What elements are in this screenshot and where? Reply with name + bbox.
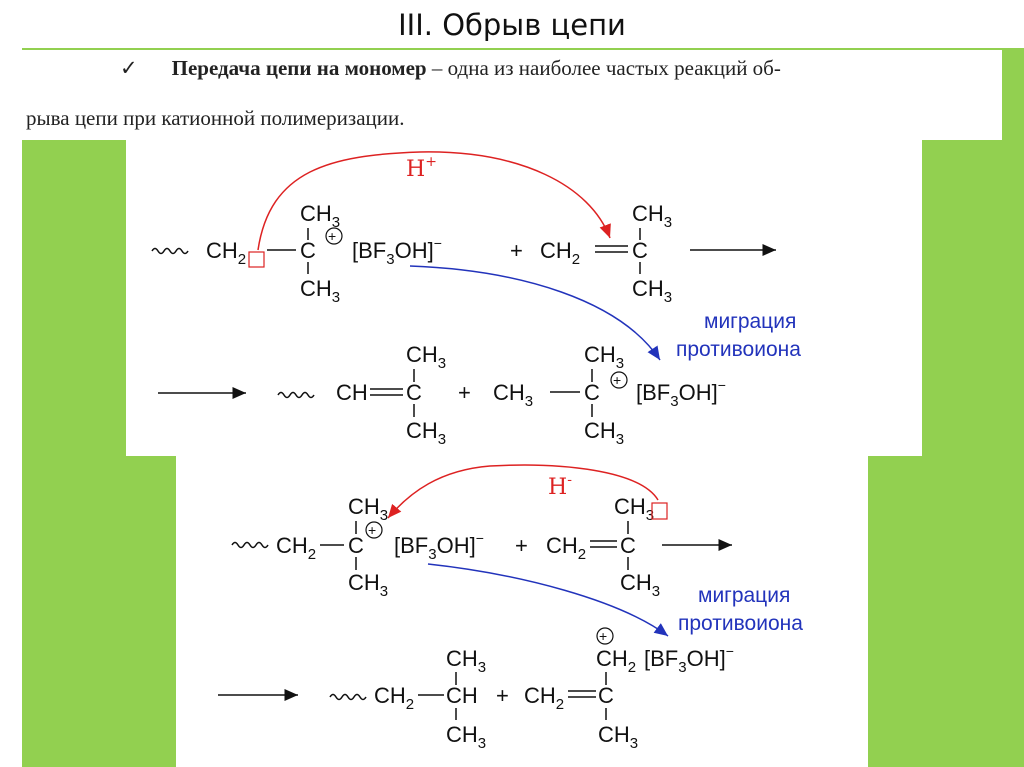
slide-title: III. Обрыв цепи bbox=[398, 8, 626, 42]
polymer-chain-wavy bbox=[152, 249, 188, 254]
monomer-ch2: $CH_2$ bbox=[540, 238, 581, 268]
monomer-ch3-top: $CH_3$ bbox=[632, 201, 673, 231]
new-ch3-top: $CH_3$ bbox=[584, 342, 625, 372]
carbocation-c: C bbox=[348, 533, 364, 558]
new-ch3: $CH_3$ bbox=[493, 380, 534, 410]
counterion: $[BF_3OH]^-$ bbox=[352, 235, 442, 268]
polymer-chain-wavy bbox=[232, 543, 268, 548]
migration-label-line2: противоиона bbox=[678, 612, 803, 635]
monomer-ch2: $CH_2$ bbox=[546, 533, 587, 563]
product-ch3-bottom: $CH_3$ bbox=[406, 418, 447, 448]
plus-sign: + bbox=[496, 683, 509, 708]
monomer-ch3-top: $CH_3$ bbox=[614, 494, 655, 524]
svg-text:+: + bbox=[613, 372, 622, 388]
polymer-chain-wavy bbox=[278, 393, 314, 398]
product-ch: CH bbox=[336, 380, 368, 405]
ch3-bottom: $CH_3$ bbox=[348, 570, 389, 600]
plus-sign: + bbox=[515, 533, 528, 558]
ch2-group: $CH_2$ bbox=[276, 533, 317, 563]
h-label: H+ bbox=[406, 154, 437, 182]
monomer-c: C bbox=[620, 533, 636, 558]
new-ch2: $CH_2$ bbox=[524, 683, 565, 713]
new-ch3-bottom: $CH_3$ bbox=[598, 722, 639, 752]
new-c: C bbox=[598, 683, 614, 708]
product-ch3-top: $CH_3$ bbox=[446, 646, 487, 676]
product-c: C bbox=[406, 380, 422, 405]
product-ch: CH bbox=[446, 683, 478, 708]
ch3-top: $CH_3$ bbox=[348, 494, 389, 524]
polymer-chain-wavy bbox=[330, 695, 366, 700]
monomer-ch3-bottom: $CH_3$ bbox=[620, 570, 661, 600]
reaction-2 bbox=[218, 494, 734, 752]
hydride-site-box bbox=[652, 503, 667, 519]
product-ch2: $CH_2$ bbox=[374, 683, 415, 713]
reaction-1 bbox=[152, 201, 776, 448]
caption-definition: – одна из наиболее частых реакций об- bbox=[426, 56, 781, 80]
new-ch2-cation: $CH_2$ bbox=[596, 646, 637, 676]
counterion: $[BF_3OH]^-$ bbox=[636, 377, 726, 410]
migration-label-line2: противоиона bbox=[676, 338, 801, 361]
proton-site-box bbox=[249, 252, 264, 267]
svg-text:+: + bbox=[328, 228, 337, 244]
caption-line-2: рыва цепи при катионной полимеризации. bbox=[26, 106, 405, 130]
product-ch3-top: $CH_3$ bbox=[406, 342, 447, 372]
new-ch3-bottom: $CH_3$ bbox=[584, 418, 625, 448]
svg-text:+: + bbox=[599, 628, 608, 644]
caption-term: Передача цепи на мономер bbox=[171, 56, 427, 80]
migration-label-line1: миграция bbox=[704, 310, 797, 333]
h-label: H- bbox=[548, 472, 572, 500]
svg-text:+: + bbox=[368, 522, 377, 538]
ch3-bottom: $CH_3$ bbox=[300, 276, 341, 306]
migration-arrow bbox=[410, 266, 660, 360]
counterion: $[BF_3OH]^-$ bbox=[394, 530, 484, 563]
counterion: $[BF_3OH]^-$ bbox=[644, 643, 734, 676]
ch2-group: $CH_2$ bbox=[206, 238, 247, 268]
migration-label-line1: миграция bbox=[698, 584, 791, 607]
monomer-c: C bbox=[632, 238, 648, 263]
carbocation-c: C bbox=[300, 238, 316, 263]
new-carbocation-c: C bbox=[584, 380, 600, 405]
product-ch3-bottom: $CH_3$ bbox=[446, 722, 487, 752]
plus-sign: + bbox=[458, 380, 471, 405]
plus-sign: + bbox=[510, 238, 523, 263]
check-mark-icon: ✓ bbox=[120, 56, 138, 80]
ch3-top: $CH_3$ bbox=[300, 201, 341, 231]
monomer-ch3-bottom: $CH_3$ bbox=[632, 276, 673, 306]
migration-2 bbox=[428, 564, 803, 636]
